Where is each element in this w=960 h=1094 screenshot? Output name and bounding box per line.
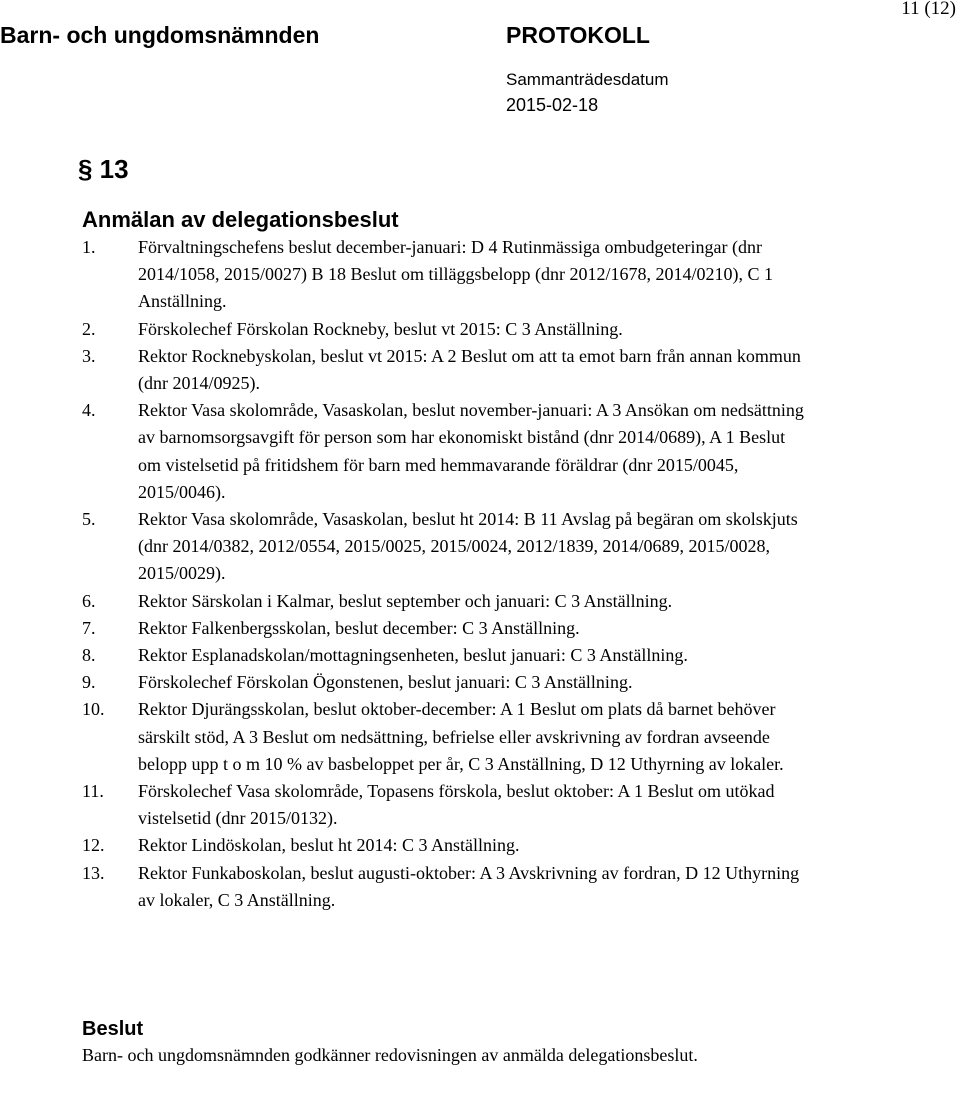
item-text: Förskolechef Vasa skolområde, Topasens förskola, beslut oktober: A 1 Beslut om utökad vistelsetid (dnr 2015/0132). bbox=[138, 781, 775, 829]
list-item bbox=[82, 615, 812, 642]
decision-text: Barn- och ungdomsnämnden godkänner redovisningen av anmälda delegationsbeslut. bbox=[82, 1045, 698, 1065]
item-text: Rektor Vasa skolområde, Vasaskolan, beslut november-januari: A 3 Ansökan om nedsättning av barnomsorgsavgift för person som har ekonomiskt bistånd (dnr 2014/0689), A 1 Beslut om vistelsetid på fritidshem för barn med hemmavarande föräldrar (dnr 2015/0045, 2015/0046). bbox=[138, 400, 804, 502]
item-text: Förskolechef Förskolan Rockneby, beslut vt 2015: C 3 Anställning. bbox=[138, 318, 623, 339]
item-number: 12. bbox=[82, 835, 105, 856]
item-number: 6. bbox=[82, 590, 96, 611]
list-item bbox=[82, 778, 812, 832]
meeting-date: 2015-02-18 bbox=[506, 95, 599, 115]
item-text: Rektor Lindöskolan, beslut ht 2014: C 3 Anställning. bbox=[138, 835, 520, 856]
list-item bbox=[82, 642, 812, 669]
list-item bbox=[82, 343, 812, 397]
delegation-decision-list bbox=[82, 234, 812, 914]
item-number: 9. bbox=[82, 672, 96, 693]
item-text: Rektor Särskolan i Kalmar, beslut september och januari: C 3 Anställning. bbox=[138, 590, 673, 611]
item-number: 2. bbox=[82, 318, 96, 339]
item-text: Rektor Djurängsskolan, beslut oktober-december: A 1 Beslut om plats då barnet behöver särskilt stöd, A 3 Beslut om nedsättning, befrielse eller avskrivning av fordran avseende belopp upp t o m 10 % av basbeloppet per år, C 3 Anställning, D 12 Uthyrning av lokaler. bbox=[138, 699, 784, 774]
page-number: 11 (12) bbox=[901, 0, 956, 19]
list-item bbox=[82, 696, 812, 778]
list-item bbox=[82, 669, 812, 696]
item-text: Rektor Funkaboskolan, beslut augusti-oktober: A 3 Avskrivning av fordran, D 12 Uthyrning av lokaler, C 3 Anställning. bbox=[138, 862, 800, 910]
item-text: Rektor Esplanadskolan/mottagningsenheten, beslut januari: C 3 Anställning. bbox=[138, 645, 688, 666]
item-number: 7. bbox=[82, 617, 96, 638]
item-text: Rektor Falkenbergsskolan, beslut december: C 3 Anställning. bbox=[138, 617, 580, 638]
document-type: PROTOKOLL bbox=[506, 22, 650, 48]
decision-heading: Beslut bbox=[82, 1018, 144, 1040]
item-number: 8. bbox=[82, 645, 96, 666]
item-number: 3. bbox=[82, 345, 96, 366]
list-item bbox=[82, 506, 812, 588]
section-title: Anmälan av delegationsbeslut bbox=[82, 207, 399, 232]
list-item bbox=[82, 832, 812, 859]
item-text: Förskolechef Förskolan Ögonstenen, beslut januari: C 3 Anställning. bbox=[138, 672, 633, 693]
list-item bbox=[82, 234, 812, 316]
section-number: § 13 bbox=[78, 154, 129, 184]
item-number: 10. bbox=[82, 699, 105, 720]
item-number: 5. bbox=[82, 509, 96, 530]
item-number: 1. bbox=[82, 237, 96, 257]
item-number: 11. bbox=[82, 781, 104, 802]
organization-name: Barn- och ungdomsnämnden bbox=[0, 22, 320, 48]
list-item bbox=[82, 316, 812, 343]
item-number: 13. bbox=[82, 862, 105, 883]
item-text: Rektor Rocknebyskolan, beslut vt 2015: A 2 Beslut om att ta emot barn från annan kommun (dnr 2014/0925). bbox=[138, 345, 801, 394]
item-number: 4. bbox=[82, 400, 96, 421]
list-item bbox=[82, 588, 812, 615]
item-text: Förvaltningschefens beslut december-januari: D 4 Rutinmässiga ombudgeteringar (dnr 2014/1058, 2015/0027) B 18 Beslut om tilläggsbelopp (dnr 2012/1678, 2014/0210), C 1 Anställning. bbox=[138, 237, 773, 312]
meeting-date-label: Sammanträdesdatum bbox=[506, 70, 669, 89]
list-item bbox=[82, 397, 812, 506]
list-item bbox=[82, 860, 812, 914]
item-text: Rektor Vasa skolområde, Vasaskolan, beslut ht 2014: B 11 Avslag på begäran om skolskjuts (dnr 2014/0382, 2012/0554, 2015/0025, 2015/0024, 2012/1839, 2014/0689, 2015/0028, 2015/0029). bbox=[138, 509, 798, 584]
